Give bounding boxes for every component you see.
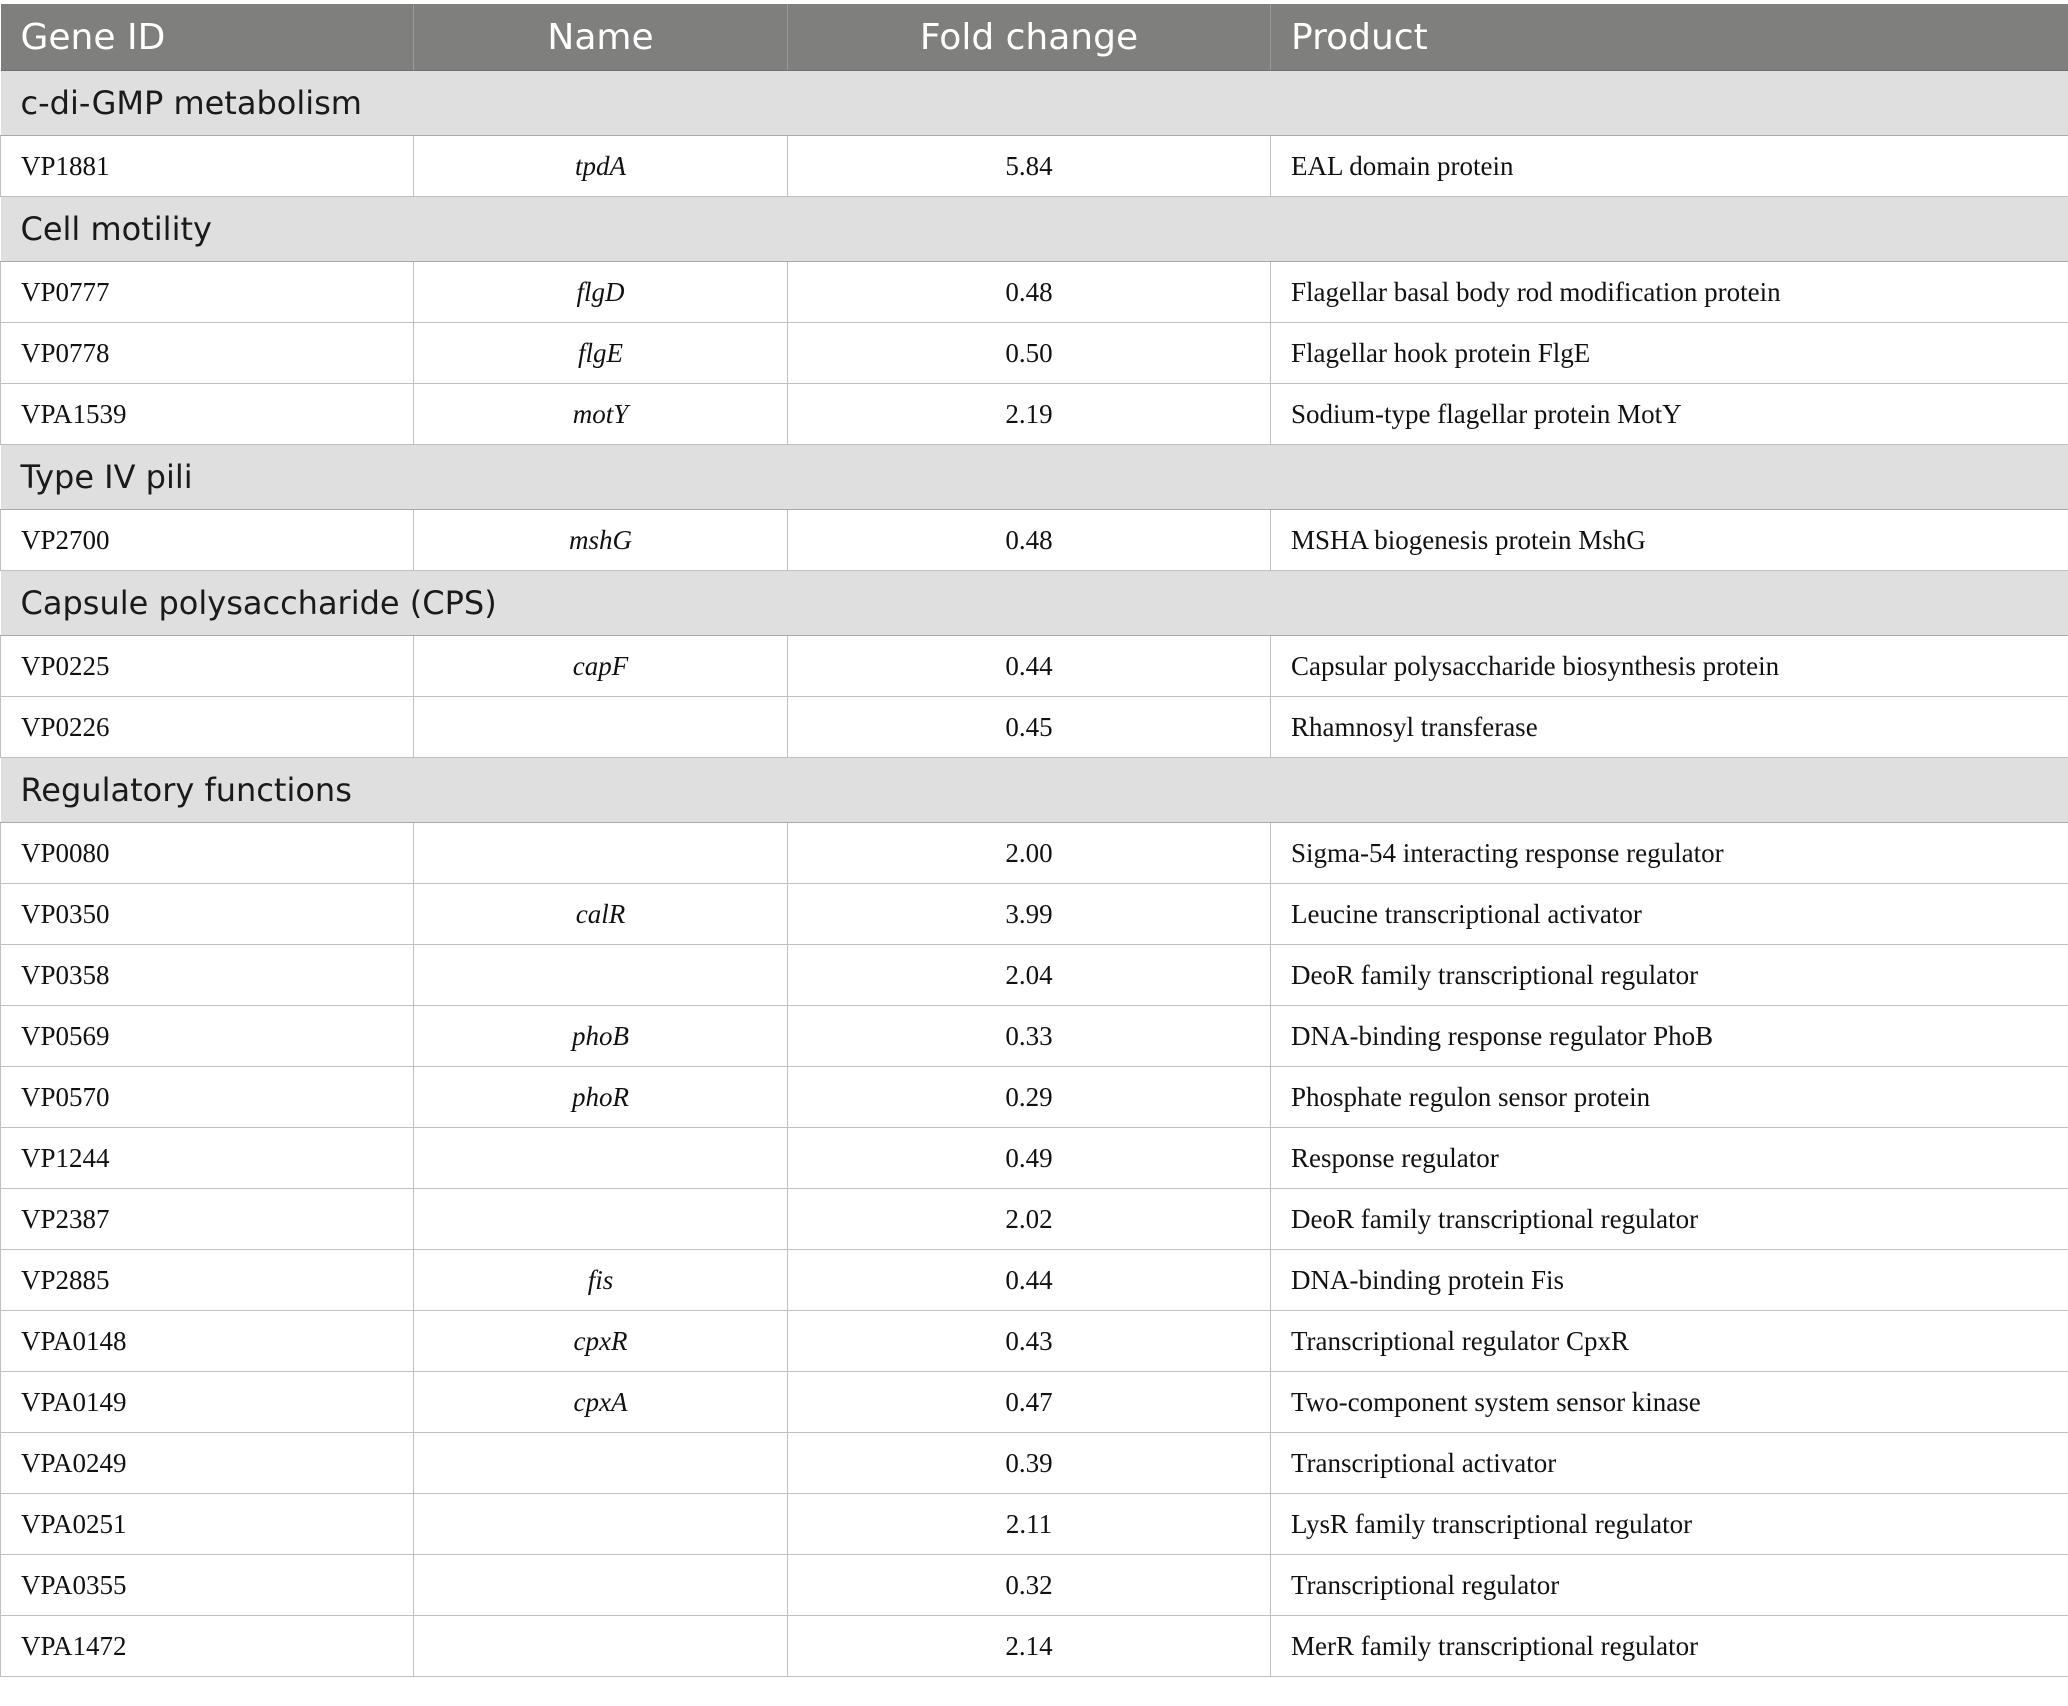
table-row [1,697,2068,758]
section-title: Regulatory functions [1,758,2068,823]
section-row [1,445,2068,510]
table-row [1,1372,2068,1433]
table-row [1,1311,2068,1372]
header-fold-change: Fold change [788,4,1271,71]
gene-id-cell: VP0225 [1,636,414,697]
section-row [1,71,2068,136]
gene-id-cell: VP2700 [1,510,414,571]
fold-change-cell: 2.11 [788,1494,1271,1555]
product-cell: DNA-binding protein Fis [1271,1250,2068,1311]
gene-name-cell [414,1616,788,1677]
table-row [1,1067,2068,1128]
fold-change-cell: 0.48 [788,262,1271,323]
gene-name-cell [414,1494,788,1555]
table-row [1,884,2068,945]
gene-id-cell: VP0570 [1,1067,414,1128]
product-cell: EAL domain protein [1271,136,2068,197]
section-title: Type IV pili [1,445,2068,510]
gene-id-cell: VP0080 [1,823,414,884]
section-title: c-di-GMP metabolism [1,71,2068,136]
gene-id-cell: VP1244 [1,1128,414,1189]
gene-name-cell: phoB [414,1006,788,1067]
gene-name-cell [414,1189,788,1250]
section-row [1,758,2068,823]
table-row [1,636,2068,697]
fold-change-cell: 0.44 [788,1250,1271,1311]
fold-change-cell: 2.00 [788,823,1271,884]
gene-name-cell [414,1555,788,1616]
gene-name-cell: cpxA [414,1372,788,1433]
table-body [1,71,2068,1677]
product-cell: Two-component system sensor kinase [1271,1372,2068,1433]
product-cell: Sigma-54 interacting response regulator [1271,823,2068,884]
gene-name-cell [414,823,788,884]
table-row [1,1555,2068,1616]
table-row [1,823,2068,884]
gene-id-cell: VPA0249 [1,1433,414,1494]
product-cell: DeoR family transcriptional regulator [1271,1189,2068,1250]
fold-change-cell: 0.49 [788,1128,1271,1189]
gene-name-cell: mshG [414,510,788,571]
fold-change-cell: 0.47 [788,1372,1271,1433]
fold-change-cell: 5.84 [788,136,1271,197]
fold-change-cell: 0.33 [788,1006,1271,1067]
gene-id-cell: VP0226 [1,697,414,758]
gene-id-cell: VP2885 [1,1250,414,1311]
gene-name-cell [414,1433,788,1494]
gene-id-cell: VP0777 [1,262,414,323]
table-row [1,1433,2068,1494]
gene-name-cell [414,697,788,758]
section-row [1,197,2068,262]
table-row [1,262,2068,323]
gene-id-cell: VP0358 [1,945,414,1006]
fold-change-cell: 0.29 [788,1067,1271,1128]
gene-id-cell: VP1881 [1,136,414,197]
gene-id-cell: VPA0149 [1,1372,414,1433]
gene-id-cell: VPA0355 [1,1555,414,1616]
product-cell: LysR family transcriptional regulator [1271,1494,2068,1555]
product-cell: MSHA biogenesis protein MshG [1271,510,2068,571]
product-cell: Capsular polysaccharide biosynthesis protein [1271,636,2068,697]
gene-name-cell: flgE [414,323,788,384]
product-cell: Response regulator [1271,1128,2068,1189]
product-cell: MerR family transcriptional regulator [1271,1616,2068,1677]
gene-name-cell: flgD [414,262,788,323]
table-row [1,1616,2068,1677]
fold-change-cell: 0.44 [788,636,1271,697]
table-row [1,323,2068,384]
fold-change-cell: 2.02 [788,1189,1271,1250]
table-row [1,510,2068,571]
product-cell: DeoR family transcriptional regulator [1271,945,2068,1006]
product-cell: Transcriptional regulator CpxR [1271,1311,2068,1372]
fold-change-cell: 0.48 [788,510,1271,571]
gene-name-cell: cpxR [414,1311,788,1372]
header-gene-id: Gene ID [1,4,414,71]
gene-name-cell: phoR [414,1067,788,1128]
product-cell: Flagellar basal body rod modification protein [1271,262,2068,323]
product-cell: Phosphate regulon sensor protein [1271,1067,2068,1128]
table-row [1,1250,2068,1311]
gene-name-cell: fis [414,1250,788,1311]
product-cell: Flagellar hook protein FlgE [1271,323,2068,384]
fold-change-cell: 0.43 [788,1311,1271,1372]
fold-change-cell: 3.99 [788,884,1271,945]
section-title: Capsule polysaccharide (CPS) [1,571,2068,636]
gene-id-cell: VP0569 [1,1006,414,1067]
gene-id-cell: VPA0251 [1,1494,414,1555]
gene-id-cell: VPA1472 [1,1616,414,1677]
table-row [1,136,2068,197]
table-row [1,1189,2068,1250]
section-title: Cell motility [1,197,2068,262]
gene-name-cell [414,945,788,1006]
gene-id-cell: VPA0148 [1,1311,414,1372]
gene-name-cell: tpdA [414,136,788,197]
fold-change-cell: 2.14 [788,1616,1271,1677]
gene-table [0,4,2068,1677]
gene-id-cell: VP0778 [1,323,414,384]
table-row [1,1128,2068,1189]
header-product: Product [1271,4,2068,71]
product-cell: Leucine transcriptional activator [1271,884,2068,945]
product-cell: DNA-binding response regulator PhoB [1271,1006,2068,1067]
gene-id-cell: VP0350 [1,884,414,945]
fold-change-cell: 0.45 [788,697,1271,758]
fold-change-cell: 2.04 [788,945,1271,1006]
gene-name-cell: capF [414,636,788,697]
table-row [1,1494,2068,1555]
product-cell: Sodium-type flagellar protein MotY [1271,384,2068,445]
product-cell: Transcriptional regulator [1271,1555,2068,1616]
table-row [1,945,2068,1006]
fold-change-cell: 0.32 [788,1555,1271,1616]
gene-name-cell [414,1128,788,1189]
gene-name-cell: calR [414,884,788,945]
table-row [1,384,2068,445]
fold-change-cell: 0.39 [788,1433,1271,1494]
product-cell: Transcriptional activator [1271,1433,2068,1494]
product-cell: Rhamnosyl transferase [1271,697,2068,758]
fold-change-cell: 2.19 [788,384,1271,445]
section-row [1,571,2068,636]
header-name: Name [414,4,788,71]
gene-id-cell: VPA1539 [1,384,414,445]
header-row [1,4,2068,71]
table-header [1,4,2068,71]
table-row [1,1006,2068,1067]
gene-name-cell: motY [414,384,788,445]
gene-id-cell: VP2387 [1,1189,414,1250]
fold-change-cell: 0.50 [788,323,1271,384]
